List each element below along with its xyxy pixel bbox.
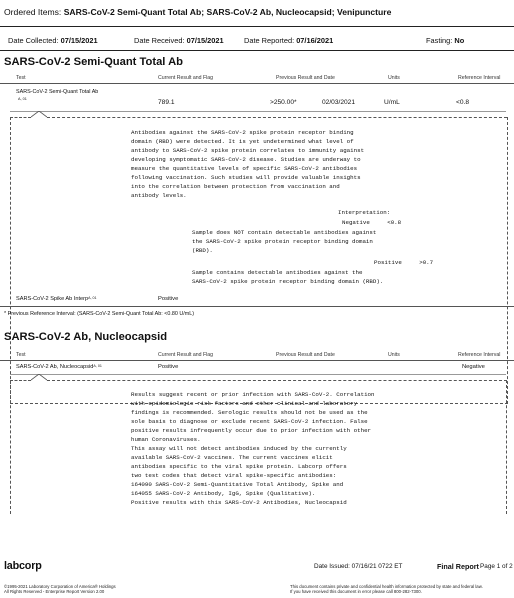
row-divider xyxy=(10,374,506,375)
previous-reference-note: * Previous Reference Interval: (SARS-CoV-2 Semi-Quant Total Ab: <0.80 U/mL) xyxy=(4,311,195,317)
date-received-label: Date Received: xyxy=(134,36,185,45)
test-name: SARS-CoV-2 Ab, Nucleocapsid$^{A, 01}$ xyxy=(16,364,102,370)
interpretation-negative-text: Sample does NOT contain detectable antibodies against the SARS-CoV-2 spike protein receptor binding domain (RBD). xyxy=(192,229,377,254)
section-title: SARS-CoV-2 Ab, Nucleocapsid xyxy=(4,331,168,343)
fasting-label: Fasting: xyxy=(426,36,453,45)
current-result: Positive xyxy=(158,364,179,370)
section-title: SARS-CoV-2 Semi-Quant Total Ab xyxy=(4,56,184,68)
divider xyxy=(0,26,514,27)
reference-interval: Negative xyxy=(462,364,485,370)
date-collected-value: 07/15/2021 xyxy=(60,36,98,45)
interpretation-negative: Negative <0.8 xyxy=(342,219,402,226)
comment-border xyxy=(10,380,11,514)
col-units: Units xyxy=(388,352,400,358)
col-test: Test xyxy=(16,75,26,81)
date-reported-label: Date Reported: xyxy=(244,36,295,45)
final-report: Final Report xyxy=(437,562,479,571)
ordered-label: Ordered Items: xyxy=(4,7,62,17)
ordered-items-list: SARS-CoV-2 Semi-Quant Total Ab; SARS-CoV-2 Ab, Nucleocapsid; Venipuncture xyxy=(63,7,392,17)
comment-text: Results suggest recent or prior infection with SARS-CoV-2. Correlation with epidemiologic risk factors and other clinical and laboratory findings is recommended. Serologic results should not be used as the sole basis to diagnose or exclude recent SARS-CoV-2 infection. False positive results infrequently occur due to prior infection with other human Coronaviruses. This assay will not detect antibodies induced by the currently available SARS-CoV-2 vaccines. The current vaccines elicit antibodies specific to the viral spike protein. Labcorp offers two test codes that detect viral spike-specific antibodies: 164090 SARS-CoV-2 Semi-Quantitative Total Antibody, Spike and 164055 SARS-CoV-2 Antibody, IgG, Spike (Qualitative). Positive results with this SARS-CoV-2 Antibodies, Nucleocapsid xyxy=(131,391,375,506)
date-issued: Date Issued: 07/16/21 0722 ET xyxy=(314,563,403,570)
previous-date: 02/03/2021 xyxy=(322,99,356,106)
col-units: Units xyxy=(388,75,400,81)
date-collected-label: Date Collected: xyxy=(8,36,59,45)
interpretation-title: Interpretation: xyxy=(338,209,391,216)
fasting-value: No xyxy=(454,36,465,45)
date-reported xyxy=(244,36,333,45)
date-received-value: 07/15/2021 xyxy=(186,36,224,45)
interpretation-positive-text: Sample contains detectable antibodies against the SARS-CoV-2 spike protein receptor binding domain (RBD). xyxy=(192,269,384,285)
date-received xyxy=(134,36,224,45)
comment-border xyxy=(506,380,507,514)
divider xyxy=(0,360,514,361)
comment-border xyxy=(47,380,507,381)
col-previous: Previous Result and Date xyxy=(276,352,335,358)
col-current: Current Result and Flag xyxy=(158,352,214,358)
date-reported-value: 07/16/2021 xyxy=(296,36,334,45)
copyright: ©1995-2021 Laboratory Corporation of America® Holdings All Rights Reserved - Enterprise Report Version 2.00 xyxy=(4,584,116,595)
interp-test-name: SARS-CoV-2 Spike Ab Interp$^{A, 01}$ xyxy=(16,296,97,302)
fasting xyxy=(426,36,464,45)
divider xyxy=(0,50,514,51)
test-name: SARS-CoV-2 Semi-Quant Total Ab xyxy=(16,89,99,95)
row-divider xyxy=(10,111,506,112)
comment-text: Antibodies against the SARS-CoV-2 spike protein receptor binding domain (RBD) were detected. It is yet undetermined what level of antibody to SARS-CoV-2 spike protein correlates to immunity against developing symptomatic SARS-CoV-2 disease. Studies are underway to measure the quantitative levels of specific SARS-CoV-2 antibodies following vaccination. Such studies will provide valuable insights into the correlation between protection from vaccination and antibody levels. xyxy=(131,129,365,199)
ordered-items xyxy=(4,7,391,17)
col-reference: Reference Interval xyxy=(458,75,501,81)
interpretation-positive: Positive >0.7 xyxy=(374,259,434,266)
divider xyxy=(0,83,514,84)
labcorp-logo: labcorp xyxy=(4,560,42,572)
reference-interval: <0.8 xyxy=(456,99,470,106)
col-test: Test xyxy=(16,352,26,358)
previous-result: >250.00* xyxy=(270,99,297,106)
col-reference: Reference Interval xyxy=(458,352,501,358)
confidential-notice: This document contains private and confidential health information protected by state and federal law. If you have received this document in error please call 800-282-7300. xyxy=(290,584,483,595)
interp-result: Positive xyxy=(158,296,179,302)
page-number: Page 1 of 2 xyxy=(480,563,513,570)
col-current: Current Result and Flag xyxy=(158,75,214,81)
current-result: 789.1 xyxy=(158,99,175,106)
date-collected xyxy=(8,36,98,45)
test-footnote: A, 01 xyxy=(18,97,27,101)
col-previous: Previous Result and Date xyxy=(276,75,335,81)
comment-pointer-icon xyxy=(31,374,47,381)
divider xyxy=(0,306,514,307)
comment-border xyxy=(10,380,31,381)
units: U/mL xyxy=(384,99,400,106)
